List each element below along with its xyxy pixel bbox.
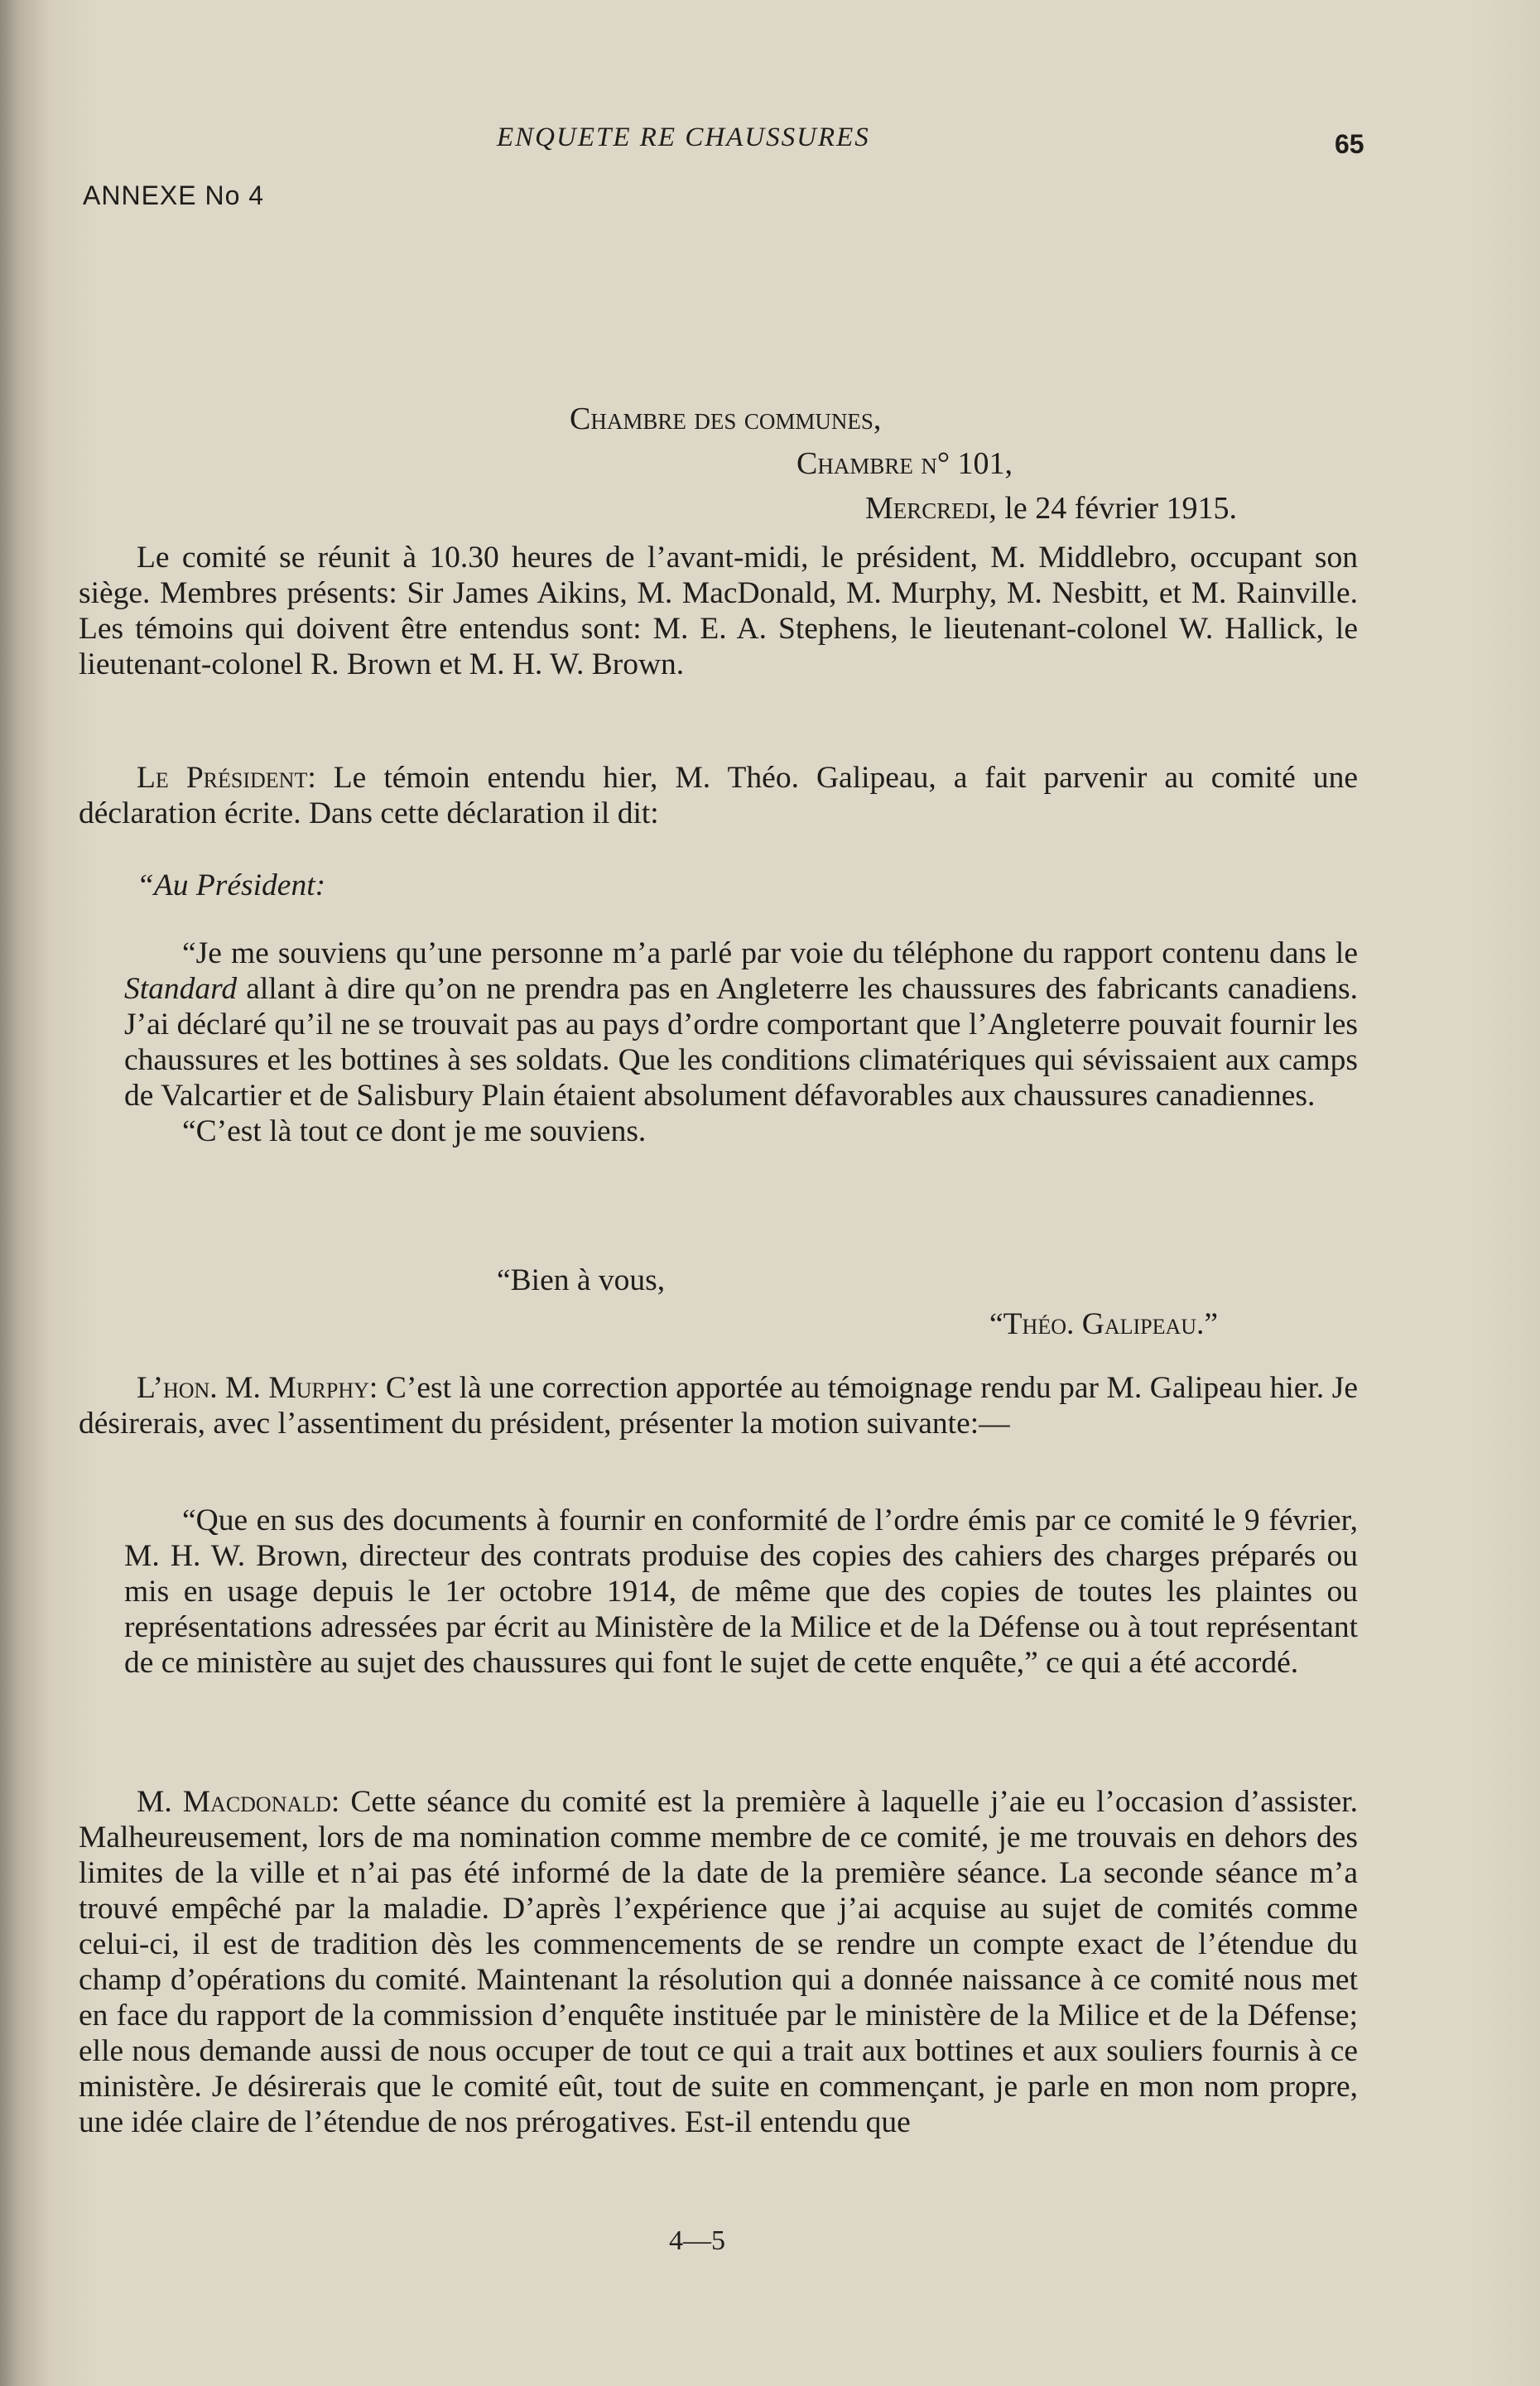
paragraph-opening — [79, 540, 1358, 682]
dateline-chamber: Chambre des communes, — [570, 402, 882, 436]
newspaper-name: Standard — [124, 972, 238, 1006]
paragraph-president — [79, 760, 1358, 831]
paragraph-text — [79, 1370, 1358, 1441]
paragraph-macdonald — [79, 1784, 1358, 2140]
speaker-text: Cette séance du comité est la première à laquelle j’aie eu l’occasion d’assister. Malheureusement, lors de ma nomination comme membre de ce comité, je me trouvais en dehors des limites de la ville et n’ai pas été informé de la date de la première séance. La seconde séance m’a trouvé empêché par la maladie. D’après l’expérience que j’ai acquise au sujet de comités comme celui-ci, il est de tradition dès les commencements de se rendre un compte exact de l’étendue du champ d’opérations du comité. Maintenant la résolution qui a donnée naissance à ce comité nous met en face du rapport de la commission d’enquête instituée par le ministère de la Milice et de la Défense; elle nous demande aussi de nous occuper de tout ce qui a trait aux bottines et aux souliers fournis à ce ministère. Je désirerais que le comité eût, tout de suite en commençant, je parle en mon nom propre, une idée claire de l’étendue de nos prérogatives. Est-il entendu que — [79, 1785, 1358, 2139]
motion-text: “Que en sus des documents à fournir en conformité de l’ordre émis par ce comité le 9 février, M. H. W. Brown, directeur des contrats produise des copies des cahiers des charges préparés ou mis en usage depuis le 1er octobre 1914, de même que des copies de toutes les plaintes ou représentations adressées par écrit au Ministère de la Milice et de la Défense ou à tout représentant de ce ministère au sujet des chaussures qui font le sujet de cette enquête,” ce qui a été accordé. — [124, 1503, 1358, 1680]
paragraph-murphy — [79, 1370, 1358, 1441]
speaker-text: C’est là une correction apportée au témoignage rendu par M. Galipeau hier. Je désirerais, avec l’assentiment du président, présenter la motion suivante:— — [79, 1371, 1358, 1441]
annex-label: ANNEXE No 4 — [83, 180, 265, 210]
letter-text: allant à dire qu’on ne prendra pas en Angleterre les chaussures des fabricants canadiens. J’ai déclaré qu’il ne se trouvait pas au pays d’ordre comportant que l’Angleterre pouvait fournir les chaussures et les bottines à ses soldats. Que les conditions climatériques qui sévissaient aux camps de Valcartier et de Salisbury Plain étaient absolument défavorables aux chaussures canadiennes. — [124, 972, 1358, 1113]
dateline-room: Chambre n° 101, — [796, 446, 1013, 481]
motion — [124, 1503, 1358, 1681]
paragraph-text — [79, 1784, 1358, 2140]
letter-text: “Je me souviens qu’une personne m’a parlé par voie du téléphone du rapport contenu dans le — [182, 936, 1358, 970]
running-title: ENQUETE RE CHAUSSURES — [497, 123, 870, 152]
paragraph-text: Le comité se réunit à 10.30 heures de l’avant-midi, le président, M. Middlebro, occupant son siège. Membres présents: Sir James Aikins, M. MacDonald, M. Murphy, M. Nesbitt, et M. Rainville. Les témoins qui doivent être entendus sont: M. E. A. Stephens, le lieutenant-colonel W. Hallick, le lieutenant-colonel R. Brown et M. H. W. Brown. — [79, 541, 1358, 681]
letter-paragraph — [124, 936, 1358, 1114]
letter-paragraph: “C’est là tout ce dont je me souviens. — [182, 1114, 647, 1148]
salutation: “Au Président: — [137, 868, 326, 902]
speaker-name: Le Président: — [137, 761, 316, 795]
speaker-name: M. Macdonald: — [137, 1785, 340, 1819]
letter-body — [124, 936, 1358, 1149]
letter-signature: “Théo. Galipeau.” — [989, 1307, 1219, 1341]
speaker-name: L’hon. M. Murphy: — [137, 1371, 378, 1405]
letter-closing: “Bien à vous, — [497, 1263, 666, 1297]
speaker-text: Le témoin entendu hier, M. Théo. Galipeau, a fait parvenir au comité une déclaration écrite. Dans cette déclaration il dit: — [79, 761, 1358, 830]
dateline-day: Mercredi, — [865, 491, 997, 526]
page-number: 65 — [1335, 129, 1364, 159]
dateline-date — [865, 490, 1237, 527]
dateline-date-rest: le 24 février 1915. — [996, 491, 1237, 526]
running-head — [0, 123, 1540, 159]
paragraph-text — [79, 760, 1358, 831]
signature-mark: 4—5 — [669, 2225, 725, 2256]
